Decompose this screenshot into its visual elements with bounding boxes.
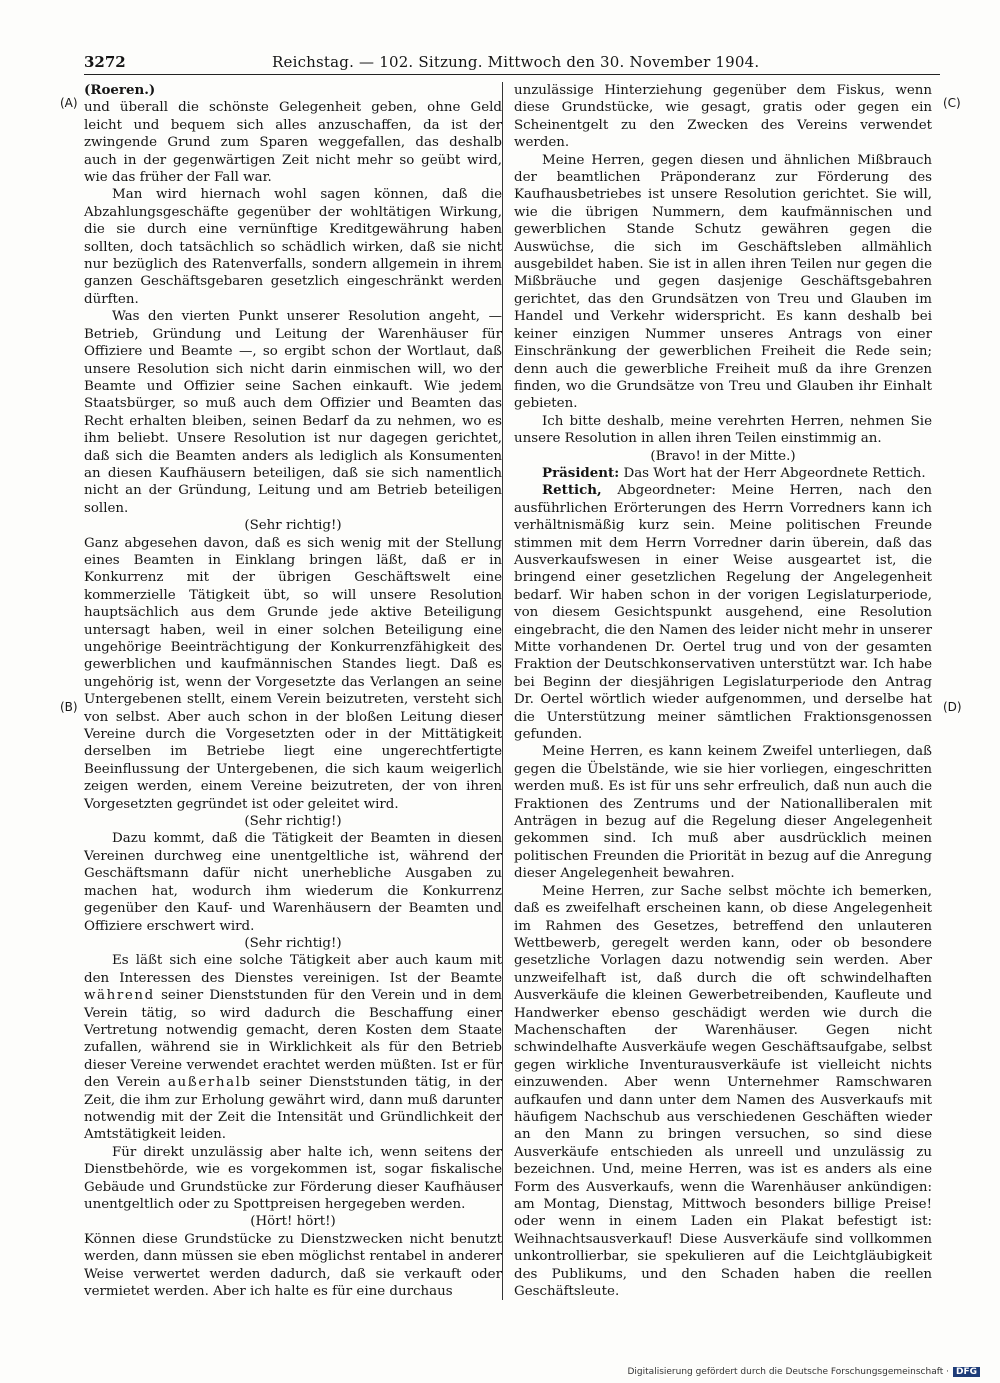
speaker-tag: (Roeren.) bbox=[84, 82, 156, 98]
paragraph: Ganz abgesehen davon, daß es sich wenig mit der Stellung eines Beamten in Einklang bringen läßt, daß er in Konkurrenz mit der übrigen Geschäftswelt eine kommerzielle Tätigkeit übt, so will unsere Resolution hauptsächlich aus dem Grunde jede aktive Beteiligung untersagt haben, weil in einer solchen Beteiligung eine ungehörige Beeinträchtigung der Konkurrenzfähigkeit des gewerblichen und kaufmännischen Standes liegt. Daß es ungehörig ist, wenn der Vorgesetzte das Verlangen an seine Untergebenen stellt, einem Verein beizutreten, versteht sich von selbst. Aber auch schon in der bloßen Leitung dieser Vereine durch die Vorgesetzten oder in der Mittätigkeit derselben im Betriebe liegt eine ungerechtfertigte Beeinflussung der Untergebenen, die sich kaum weigerlich zeigen werden, einem Vereine beizutreten, der von ihren Vorgesetzten gegründet ist oder geleitet wird. bbox=[84, 535, 502, 812]
right-column bbox=[514, 82, 932, 1300]
interjection: (Sehr richtig!) bbox=[244, 518, 342, 534]
emphasized-word: außerhalb bbox=[167, 1075, 252, 1091]
president-statement bbox=[514, 465, 932, 482]
paragraph bbox=[514, 482, 932, 743]
margin-marker-c: (C) bbox=[943, 96, 961, 110]
paragraph bbox=[84, 952, 502, 1143]
paragraph: Dazu kommt, daß die Tätigkeit der Beamten in diesen Vereinen durchweg eine unentgeltliche ist, während der Geschäftsmann dafür nicht unerhebliche Ausgaben zu machen hat, wodurch ihm wiederum die Konkurrenz gegenüber den Kauf- und Warenhäusern der Beamten und Offiziere erschwert wird. bbox=[84, 831, 502, 934]
paragraph: unzulässige Hinterziehung gegenüber dem Fiskus, wenn diese Grundstücke, wie gesagt, gratis oder gegen ein Scheinentgelt zu den Zwecken des Vereins verwendet werden. bbox=[514, 83, 932, 151]
margin-marker-d: (D) bbox=[943, 700, 962, 714]
column-divider bbox=[502, 82, 503, 1300]
paragraph: Was den vierten Punkt unserer Resolution angeht, — Betrieb, Gründung und Leitung der Warenhäuser für Offiziere und Beamte —, so ergibt schon der Wortlaut, daß unsere Resolution sich nicht darin einmischen will, wo der Beamte und Offizier seine Sachen einkauft. Wie jedem Staatsbürger, so muß auch dem Offizier und Beamten das Recht erhalten bleiben, seinen Bedarf da zu nehmen, wo es ihm beliebt. Unsere Resolution ist nur dagegen gerichtet, daß sich die Beamten anders als lediglich als Konsumenten an diesen Kaufhäusern beteiligen, daß sie sich namentlich nicht an der Gründung, Leitung und am Betrieb beteiligen sollen. bbox=[84, 309, 502, 516]
running-header bbox=[84, 52, 940, 75]
paragraph-text: seiner Dienststunden für den Verein und in dem Verein tätig, so wird dadurch die Beschaffung einer Vertretung notwendig gemacht, deren Kosten dem Staate zufallen, während sie in Wirklichkeit als für den Betrieb dieser Vereine verwendet erachtet werden müßten. Ist er für den Verein bbox=[84, 988, 502, 1091]
paragraph: Ich bitte deshalb, meine verehrten Herren, nehmen Sie unsere Resolution in allen ihren Teilen einstimmig an. bbox=[514, 413, 932, 447]
speaker-name: Rettich, bbox=[542, 482, 602, 499]
dfg-logo: DFG bbox=[953, 1367, 980, 1377]
paragraph-text: Abgeordneter: Meine Herren, nach den ausführlichen Erörterungen des Herrn Vorredners kann ich verhältnismäßig kurz sein. Meine politischen Freunde stimmen mit dem Herrn Vorredner darin überein, daß das Ausverkaufswesen in einer Weise ausgeartet ist, die bringend einer gesetzlichen Regelung der Angelegenheit bedarf. Wir haben schon in der vorigen Legislaturperiode, von diesem Gesichtspunkt ausgehend, eine Resolution eingebracht, die den Namen des leider nicht mehr in unserer Mitte vorhandenen Dr. Oertel trug und von der gesamten Fraktion der Deutschkonservativen unterstützt war. Ich habe bei Beginn der diesjährigen Legislaturperiode den Antrag Dr. Oertel wörtlich wieder aufgenommen, und derselbe hat die Unterstützung meiner sämtlichen Fraktionsgenossen gefunden. bbox=[514, 483, 932, 743]
president-label: Präsident: bbox=[542, 464, 620, 481]
paragraph-text: seiner Dienststunden tätig, in der Zeit, die ihm zur Erholung gewährt wird, dann muß darunter notwendig mit der Zeit die Intensität und Gründlichkeit der Amtstätigkeit leiden. bbox=[84, 1075, 502, 1143]
footer bbox=[600, 1367, 980, 1381]
emphasized-word: während bbox=[84, 988, 155, 1004]
president-text: Das Wort hat der Herr Abgeordnete Rettich. bbox=[623, 465, 926, 481]
interjection: (Hört! hört!) bbox=[250, 1214, 336, 1230]
paragraph: Man wird hiernach wohl sagen können, daß die Abzahlungsgeschäfte gegenüber der wohltätigen Wirkung, die sie durch eine vernünftige Kreditgewährung haben sollten, doch tatsächlich so schädlich wirken, daß sie nicht nur bezüglich des Ratenverfalls, sondern allgemein in ihrem ganzen Geschäftsgebaren gesetzlich eingeschränkt werden dürften. bbox=[84, 187, 502, 307]
interjection: (Bravo! in der Mitte.) bbox=[650, 448, 796, 464]
interjection: (Sehr richtig!) bbox=[244, 935, 342, 951]
paragraph: Können diese Grundstücke zu Dienstzwecken nicht benutzt werden, dann müssen sie eben möglichst rentabel in anderer Weise verwertet werden dadurch, daß sie verkauft oder vermietet werden. Aber ich halte es für eine durchaus bbox=[84, 1231, 502, 1300]
margin-marker-a: (A) bbox=[60, 96, 78, 110]
paragraph: Meine Herren, gegen diesen und ähnlichen Mißbrauch der beamtlichen Präponderanz zur Förderung des Kaufhausbetriebes ist unsere Resolution gerichtet. Sie will, wie die übrigen Nummern, dem kaufmännischen und gewerblichen Stande Schutz gewähren gegen die Auswüchse, die sich im Geschäftsleben allmählich ausgebildet haben. Sie ist in allen ihren Teilen nur gegen die Mißbräuche und gegen dasjenige Geschäftsgebahren gerichtet, das den Grundsätzen von Treu und Glauben im Handel und Verkehr widerspricht. Es kann deshalb bei keiner einzigen Nummer unseres Antrags von einer Einschränkung der gewerblichen Freiheit die Rede sein; denn auch die gewerbliche Freiheit muß da ihre Grenzen finden, wo die Grundsätze von Treu und Glauben ihr Einhalt gebieten. bbox=[514, 152, 932, 412]
left-column bbox=[84, 82, 502, 1300]
paragraph-text: Es läßt sich eine solche Tätigkeit aber auch kaum mit den Interessen des Dienstes vereinigen. Ist der Beamte bbox=[84, 953, 502, 986]
running-head-title: Reichstag. — 102. Sitzung. Mittwoch den 30. November 1904. bbox=[272, 53, 760, 71]
margin-marker-b: (B) bbox=[60, 700, 78, 714]
interjection: (Sehr richtig!) bbox=[244, 814, 342, 830]
page-number: 3272 bbox=[84, 53, 126, 71]
paragraph: Für direkt unzulässig aber halte ich, wenn seitens der Dienstbehörde, wie es vorgekommen ist, sogar fiskalische Gebäude und Grundstücke zur Förderung dieser Kaufhäuser unentgeltlich oder zu Spottpreisen hergegeben werden. bbox=[84, 1144, 502, 1212]
paragraph: Meine Herren, zur Sache selbst möchte ich bemerken, daß es zweifelhaft erscheinen kann, ob diese Angelegenheit im Rahmen des Gesetzes, betreffend den unlauteren Wettbewerb, geregelt werden kann, oder ob besondere gesetzliche Vorlagen dazu notwendig sein werden. Aber unzweifelhaft ist, daß durch die oft schwindelhaften Ausverkäufe die kleinen Gewerbetreibenden, Kaufleute und Handwerker ebenso geschädigt werden wie durch die Machenschaften der Warenhäuser. Gegen nicht schwindelhafte Ausverkäufe wegen Geschäftsaufgabe, selbst gegen wirkliche Inventurausverkäufe ist vielleicht nichts einzuwenden. Aber wenn Unternehmer Ramschwaren aufkaufen und dann unter dem Namen des Ausverkaufs mit häufigem Nachschub aus verschiedenen Geschäften wieder an den Mann zu bringen versuchen, so sind diese Ausverkäufe entschieden als unreell und unzulässig zu bezeichnen. Und, meine Herren, was ist es anders als eine Form des Ausverkaufs, wenn die Warenhäuser ankündigen: am Montag, Dienstag, Mittwoch besonders billige Preise! oder wenn in einem Laden ein Plakat befestigt ist: Weihnachtsausverkauf! Diese Ausverkäufe sind vollkommen unkontrollierbar, sie spekulieren auf die Leichtgläubigkeit des Publikums, und den Schaden haben die reellen Geschäftsleute. bbox=[514, 883, 932, 1300]
paragraph: Meine Herren, es kann keinem Zweifel unterliegen, daß gegen die Übelstände, wie sie hier vorliegen, eingeschritten werden muß. Es ist für uns sehr erfreulich, daß nun auch die Fraktionen des Zentrums und der Nationalliberalen mit Anträgen in bezug auf die Regelung dieser Angelegenheit gekommen sind. Ich muß aber ausdrücklich meinen politischen Freunden die Priorität in bezug auf die Anregung dieser Angelegenheit bewahren. bbox=[514, 744, 932, 882]
paragraph: und überall die schönste Gelegenheit geben, ohne Geld leicht und bequem sich alles anzuschaffen, da ist der zwingende Grund zum Sparen weggefallen, das deshalb auch in der gegenwärtigen Zeit nicht mehr so geübt wird, wie das früher der Fall war. bbox=[84, 100, 502, 186]
footer-credit: Digitalisierung gefördert durch die Deutsche Forschungsgemeinschaft · bbox=[627, 1367, 949, 1377]
